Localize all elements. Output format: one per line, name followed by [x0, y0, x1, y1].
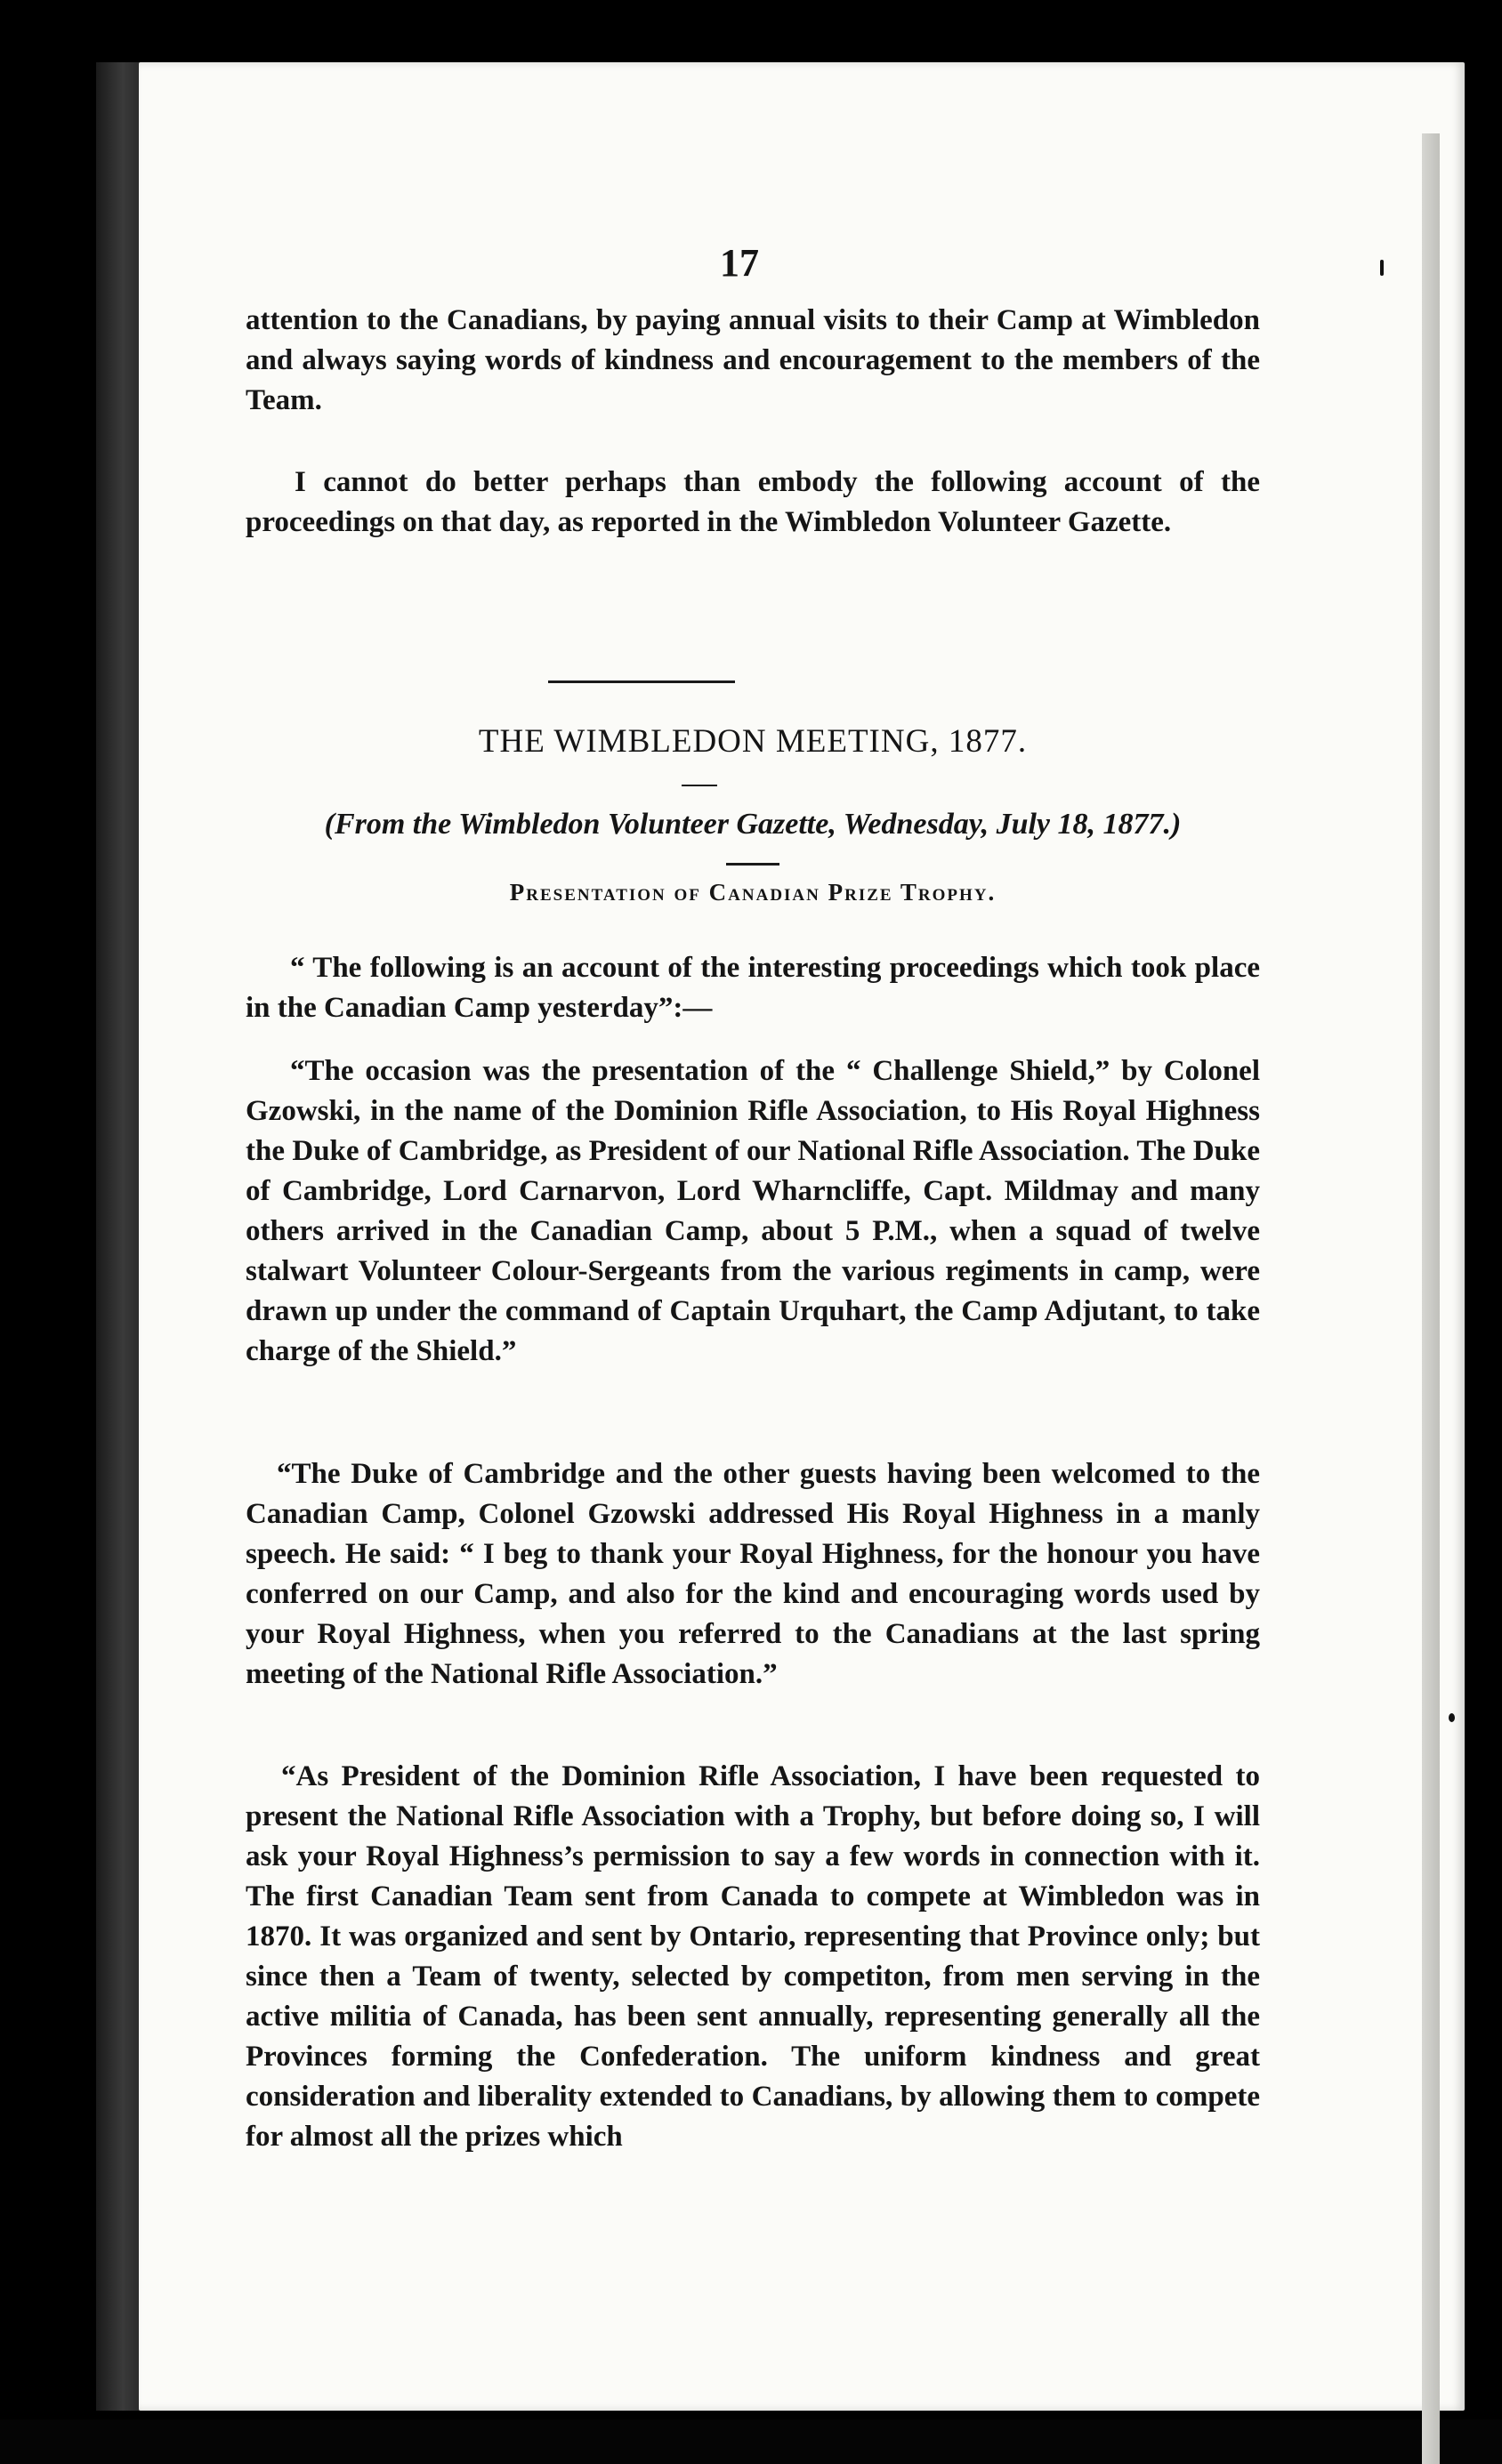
section-divider: [548, 680, 735, 683]
paragraph-4: “The occasion was the presentation of the “ Challenge Shield,” by Colonel Gzowski, in the name of the Dominion Rifle Association, to His Royal Highness the Duke of Cambridge, as President of our National Rifle Association. The Duke of Cambridge, Lord Carnarvon, Lord Wharncliffe, Capt. Mildmay and many others arrived in the Canadian Camp, about 5 P.M., when a squad of twelve stalwart Volunteer Colour-Sergeants from the various regiments in camp, were drawn up under the command of Captain Urquhart, the Camp Adjutant, to take charge of the Shield.”: [246, 1055, 1260, 1367]
title-underline: [682, 785, 717, 786]
book-spine-shadow: [0, 0, 98, 2420]
book-page: [139, 62, 1465, 2411]
paragraph-6: “As President of the Dominion Rifle Association, I have been requested to present the National Rifle Association with a Trophy, but before doing so, I will ask your Royal Highness’s permission to say a few words in connection with it. The first Canadian Team sent from Canada to compete at Wimbledon was in 1870. It was organized and sent by Ontario, representing that Province only; but since then a Team of twenty, selected by competiton, from men serving in the active militia of Canada, has been sent annually, representing generally all the Provinces forming the Confederation. The uniform kindness and great consideration and liberality extended to Canadians, by allowing them to compete for almost all the prizes which: [246, 1760, 1260, 2153]
article-title: THE WIMBLEDON MEETING, 1877.: [478, 723, 1028, 760]
page-number: 17: [720, 241, 759, 285]
short-divider: [726, 863, 779, 866]
page-fore-edge: [1422, 133, 1440, 2464]
paragraph-1: attention to the Canadians, by paying annual visits to their Camp at Wimbledon and always saying words of kindness and encouragement to the members of the Team.: [246, 304, 1260, 416]
section-heading: Presentation of Canadian Prize Trophy.: [509, 879, 997, 906]
paragraph-2: I cannot do better perhaps than embody the following account of the proceedings on that day, as reported in the Wimbledon Volunteer Gazette.: [246, 466, 1260, 538]
book-spine-edge: [96, 62, 141, 2411]
ink-speck: [1380, 260, 1384, 276]
paragraph-3: “ The following is an account of the interesting proceedings which took place in the Canadian Camp yesterday”:—: [246, 952, 1260, 1024]
ink-speck: [1449, 1713, 1455, 1722]
source-citation: (From the Wimbledon Volunteer Gazette, Wednesday, July 18, 1877.): [324, 808, 1182, 841]
paragraph-5: “The Duke of Cambridge and the other guests having been welcomed to the Canadian Camp, Colonel Gzowski addressed His Royal Highness in a manly speech. He said: “ I beg to thank your Royal Highness, for the honour you have conferred on our Camp, and also for the kind and encouraging words used by your Royal Highness, when you referred to the Canadians at the last spring meeting of the National Rifle Association.”: [246, 1458, 1260, 1690]
